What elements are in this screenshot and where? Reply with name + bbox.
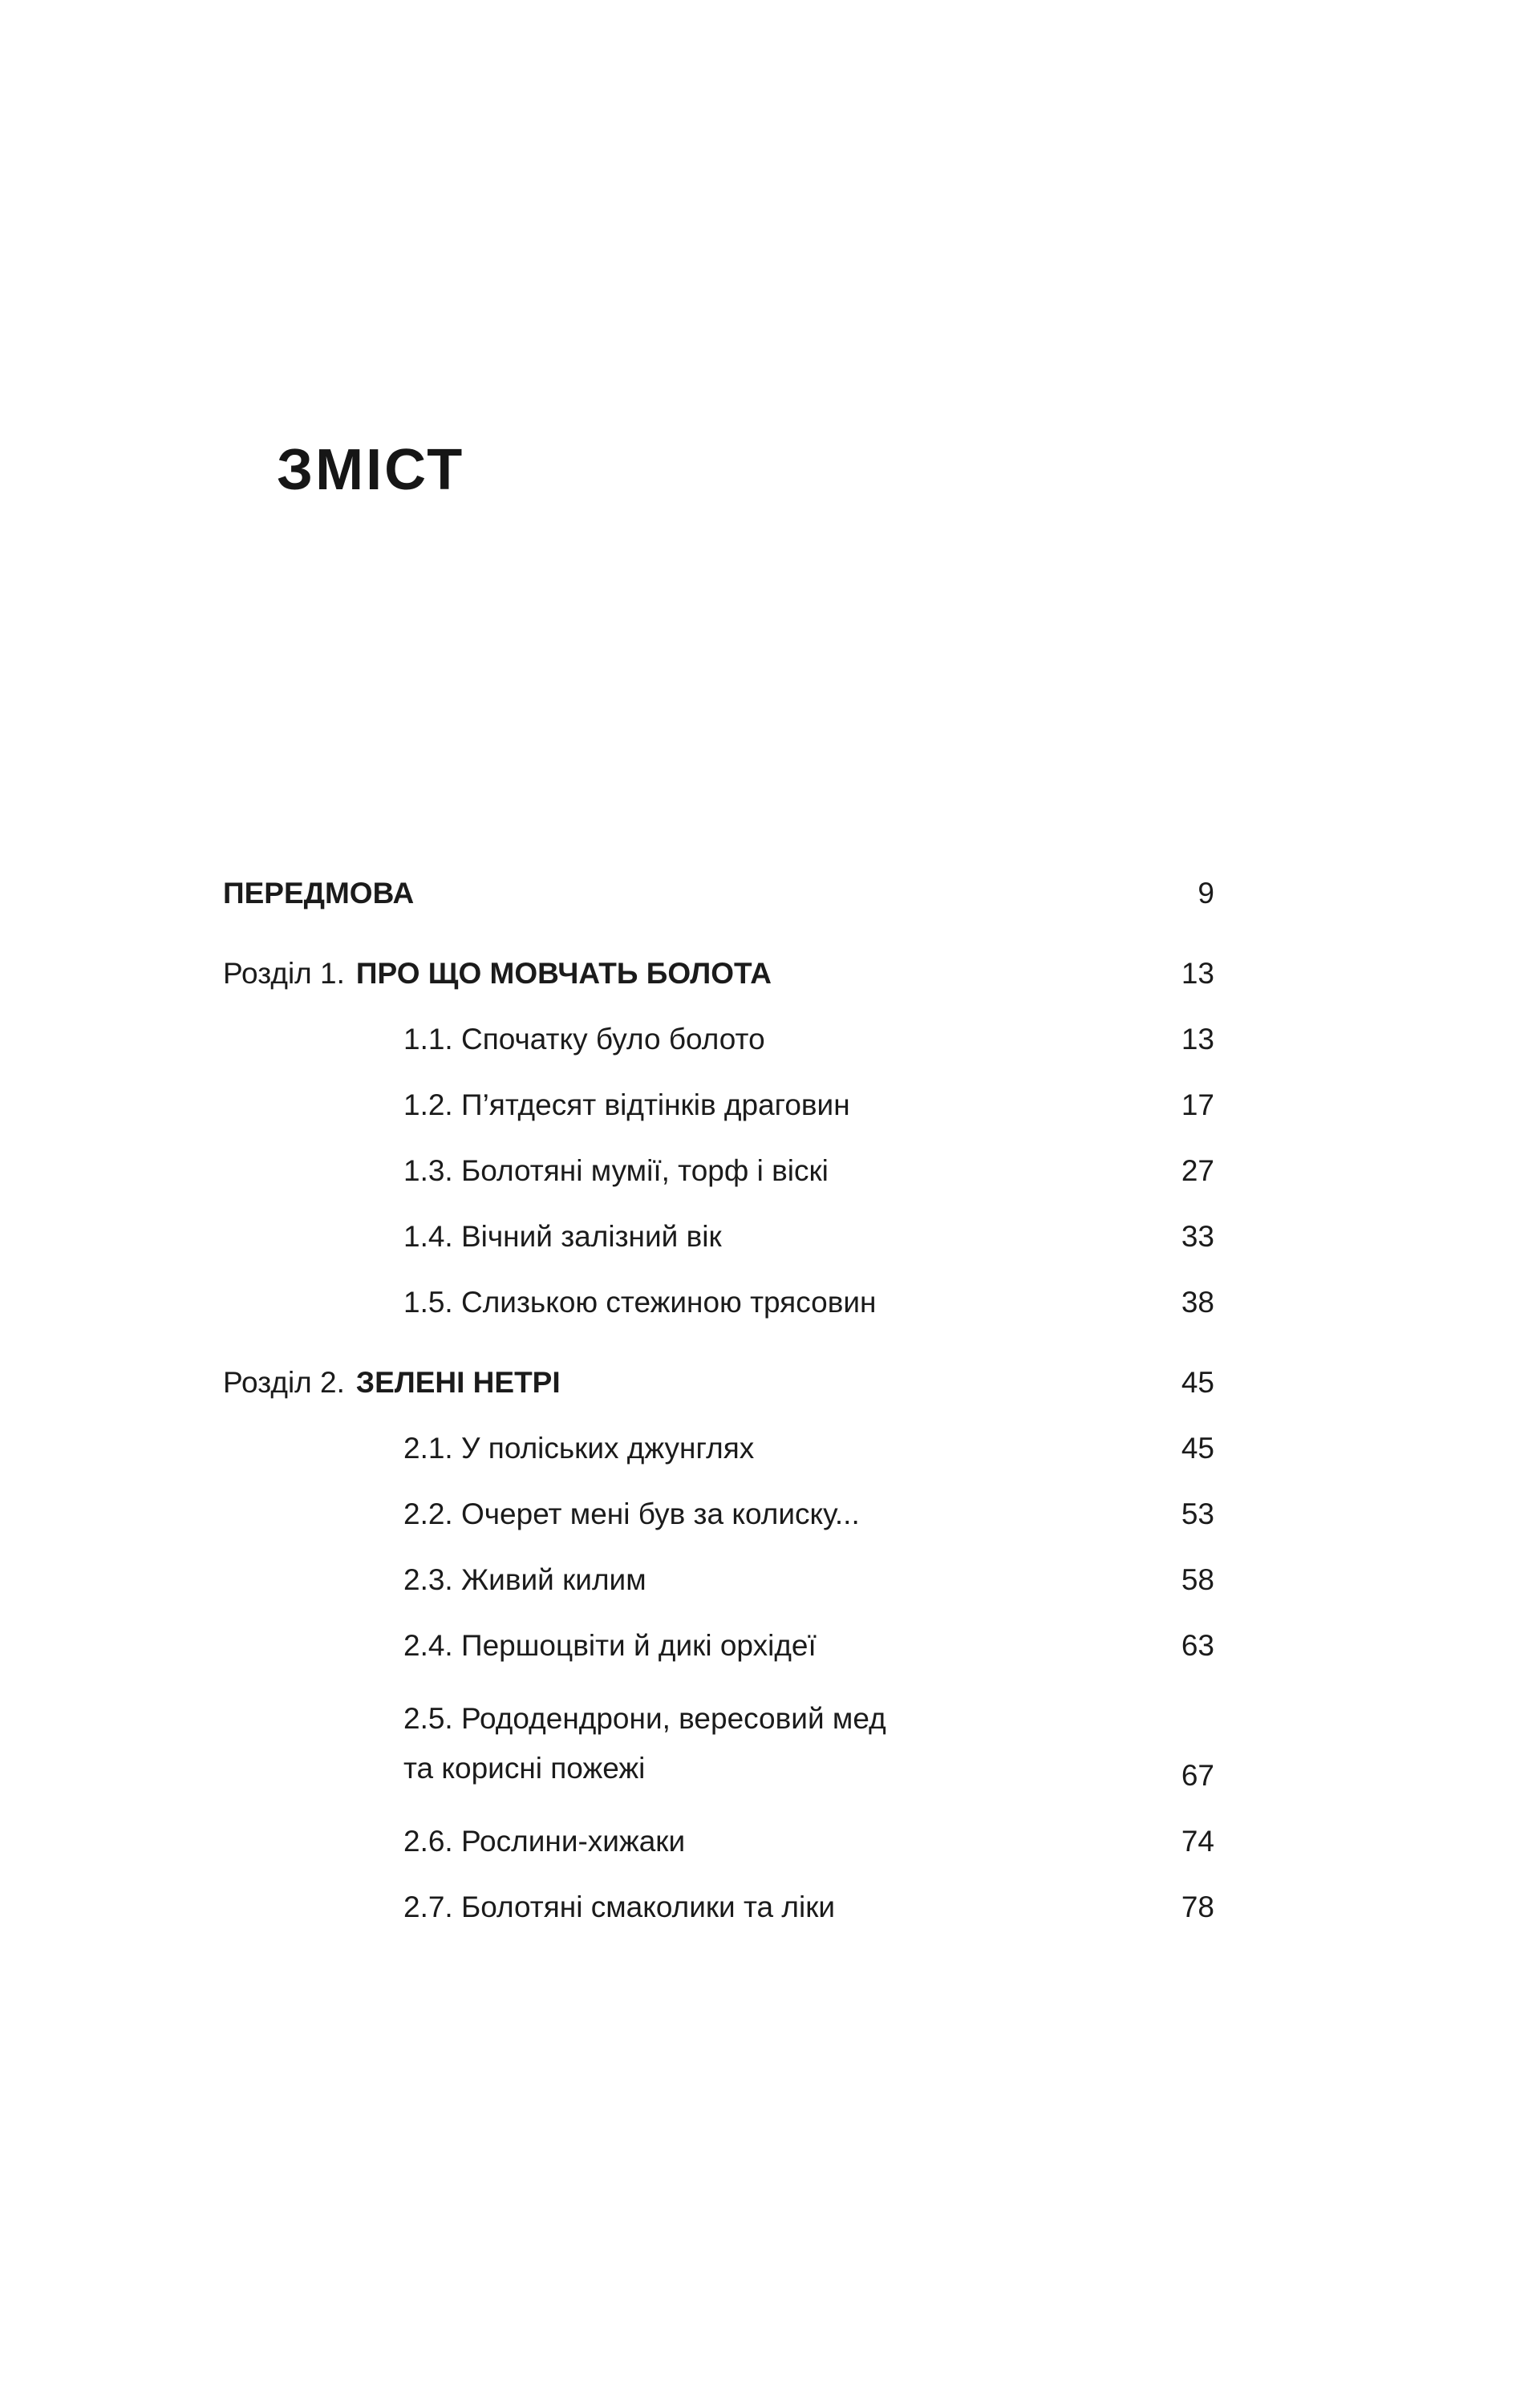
toc-item-row xyxy=(223,1628,1214,1664)
toc-entry-page: 38 xyxy=(1181,1286,1214,1319)
toc-chapter-title: ЗЕЛЕНІ НЕТРІ xyxy=(355,1366,561,1399)
toc-item-row xyxy=(223,1022,1214,1057)
toc-chapter-title: ПРО ЩО МОВЧАТЬ БОЛОТА xyxy=(355,957,772,990)
toc-item-row xyxy=(223,1890,1214,1925)
toc-item-row xyxy=(223,1562,1214,1598)
toc-item-row xyxy=(223,1285,1214,1320)
toc-entry-page: 78 xyxy=(1181,1890,1214,1923)
toc-entry-label: 1.3. Болотяні мумії, торф і віскі xyxy=(403,1154,829,1187)
toc-item-row xyxy=(223,1497,1214,1532)
toc-entry-label: 1.4. Вічний залізний вік xyxy=(403,1220,722,1253)
toc-item-row xyxy=(223,1219,1214,1254)
toc-entry-label: 2.6. Рослини-хижаки xyxy=(403,1825,686,1858)
toc-item-row xyxy=(223,1694,1214,1793)
toc-chapter-prefix: Розділ 2. xyxy=(223,1366,345,1399)
toc-entry-label: ПЕРЕДМОВА xyxy=(223,877,415,910)
page-title: ЗМІСТ xyxy=(277,438,465,502)
toc-entry-page: 17 xyxy=(1181,1088,1214,1121)
toc-entry-label: 2.2. Очерет мені був за колиску... xyxy=(403,1497,860,1530)
toc-entry-page: 74 xyxy=(1181,1825,1214,1858)
toc-entry-page: 53 xyxy=(1181,1497,1214,1530)
toc-entry-page: 67 xyxy=(1181,1759,1214,1792)
toc-chapter-label xyxy=(223,1365,1149,1400)
toc-entry-label-line2: та корисні пожежі xyxy=(403,1752,646,1785)
toc-chapter-label xyxy=(223,956,1149,991)
toc-entry-label: 1.1. Спочатку було болото xyxy=(403,1023,765,1056)
toc-entry-label: 2.1. У поліських джунглях xyxy=(403,1432,755,1465)
toc-chapter-row xyxy=(223,1365,1214,1400)
toc-entry-label: 2.7. Болотяні смаколики та ліки xyxy=(403,1890,836,1923)
toc-entry-page: 13 xyxy=(1181,1023,1214,1056)
toc-chapter-prefix: Розділ 1. xyxy=(223,957,345,990)
table-of-contents xyxy=(223,876,1214,1955)
toc-entry-page: 27 xyxy=(1181,1154,1214,1187)
toc-entry-page: 45 xyxy=(1181,1432,1214,1465)
toc-entry-label: 1.5. Слизькою стежиною трясовин xyxy=(403,1286,877,1319)
toc-preface-row xyxy=(223,876,1214,911)
toc-entry-page: 58 xyxy=(1181,1563,1214,1596)
toc-entry-page: 13 xyxy=(1181,957,1214,990)
toc-entry-page: 45 xyxy=(1181,1366,1214,1399)
toc-entry-label: 2.3. Живий килим xyxy=(403,1563,646,1596)
toc-chapter-row xyxy=(223,956,1214,991)
toc-entry-label: 1.2. П’ятдесят відтінків драговин xyxy=(403,1088,850,1121)
toc-entry-page: 63 xyxy=(1181,1629,1214,1662)
toc-entry-label: 2.4. Першоцвіти й дикі орхідеї xyxy=(403,1629,817,1662)
toc-entry-page: 9 xyxy=(1198,877,1214,910)
toc-entry-label-line1: 2.5. Рододендрони, вересовий мед xyxy=(403,1702,886,1735)
toc-item-row xyxy=(223,1153,1214,1189)
toc-item-row xyxy=(223,1431,1214,1466)
toc-item-row xyxy=(223,1824,1214,1859)
toc-entry-page: 33 xyxy=(1181,1220,1214,1253)
toc-entry-label xyxy=(403,1694,1149,1793)
toc-item-row xyxy=(223,1088,1214,1123)
